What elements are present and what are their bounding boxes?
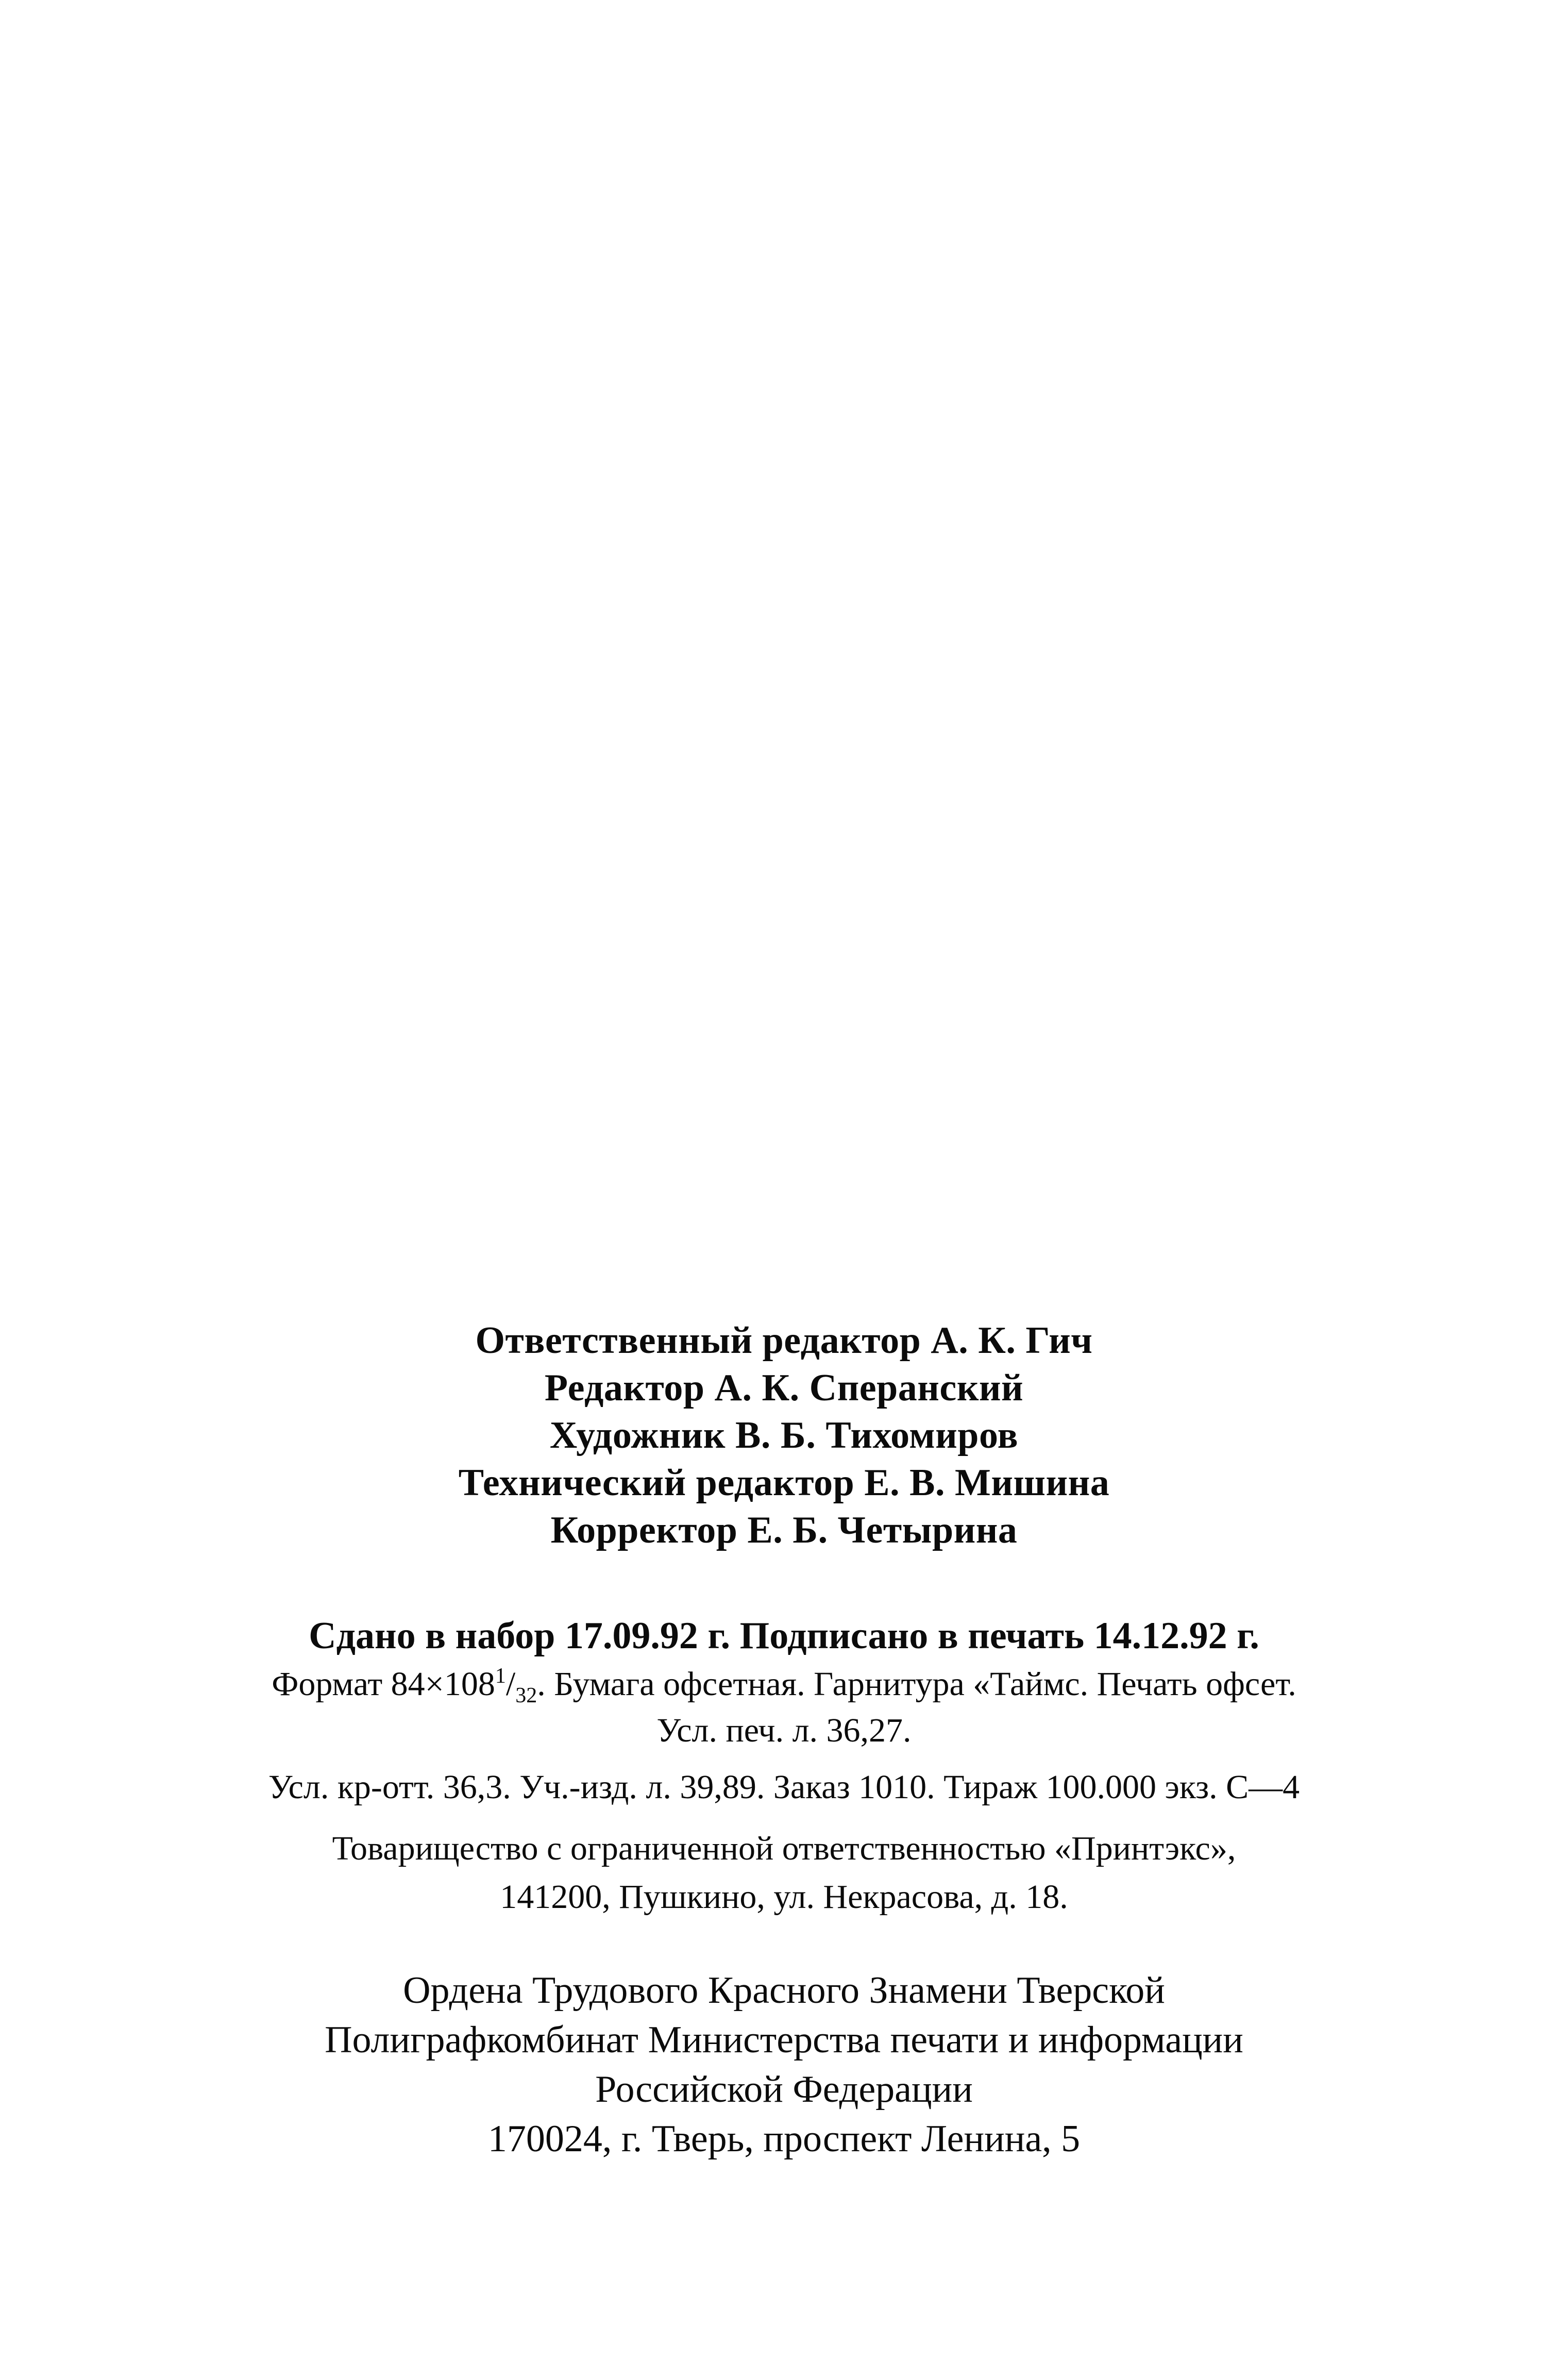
plant-line-1: Ордена Трудового Красного Знамени Тверской	[403, 1969, 1165, 2012]
printing-plant	[0, 1966, 1568, 2164]
responsible-editor-line: Ответственный редактор А. К. Гич	[475, 1319, 1093, 1362]
format-suffix: . Бумага офсетная. Гарнитура «Таймс. Печать офсет.	[537, 1665, 1296, 1703]
print-details-line: Усл. кр-отт. 36,3. Уч.-изд. л. 39,89. Заказ 1010. Тираж 100.000 экз. С—4	[268, 1768, 1300, 1806]
plant-address-line: 170024, г. Тверь, проспект Ленина, 5	[487, 2118, 1081, 2160]
production-dates	[0, 1612, 1568, 1660]
format-numerator: 1	[495, 1664, 506, 1688]
artist-line: Художник В. Б. Тихомиров	[549, 1414, 1019, 1456]
staff-credits	[0, 1317, 1568, 1554]
printer1-address-line: 141200, Пушкино, ул. Некрасова, д. 18.	[500, 1878, 1068, 1916]
printer1-name-line: Товарищество с ограниченной ответственностью «Принтэкс»,	[332, 1830, 1236, 1867]
printer-partnership	[0, 1824, 1568, 1921]
printed-sheets-line: Усл. печ. л. 36,27.	[656, 1712, 912, 1749]
plant-line-2: Полиграфкомбинат Министерства печати и информации	[325, 2019, 1243, 2061]
technical-specs	[0, 1661, 1568, 1811]
format-fraction	[495, 1664, 537, 1707]
dates-line: Сдано в набор 17.09.92 г. Подписано в печать 14.12.92 г.	[309, 1615, 1259, 1657]
format-denominator: 32	[515, 1684, 537, 1707]
format-slash: /	[505, 1665, 516, 1703]
proofreader-line: Корректор Е. Б. Четырина	[550, 1509, 1018, 1551]
editor-line: Редактор А. К. Сперанский	[544, 1367, 1024, 1409]
technical-editor-line: Технический редактор Е. В. Мишина	[458, 1462, 1110, 1504]
format-prefix: Формат 84×108	[272, 1665, 495, 1703]
plant-line-3: Российской Федерации	[595, 2068, 973, 2111]
format-line	[0, 1661, 1568, 1707]
